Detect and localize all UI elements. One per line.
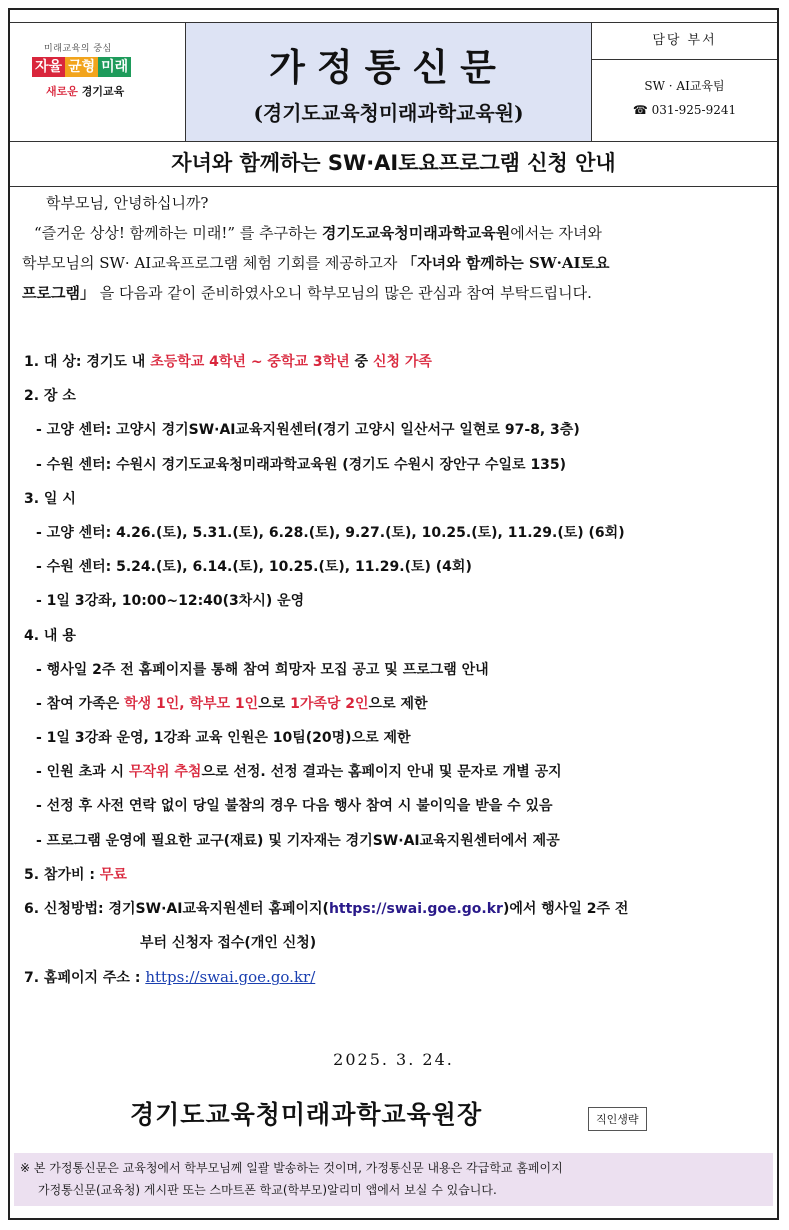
logo: [10, 23, 186, 141]
department-label: 담당 부서: [592, 23, 777, 60]
intro-text: 에서는 자녀와: [510, 224, 602, 242]
footer-line-1: ※ 본 가정통신문은 교육청에서 학부모님께 일괄 발송하는 것이며, 가정통신문 내용은 각급학교 홈페이지: [20, 1161, 563, 1175]
intro: [22, 188, 772, 308]
phone-number: 031-925-9241: [651, 103, 737, 117]
greeting: 학부모님, 안녕하십니까?: [46, 194, 209, 212]
item-homepage: [24, 960, 774, 994]
item-text: 7. 홈페이지 주소 :: [24, 970, 146, 987]
item-place-heading: 2. 장 소: [24, 388, 76, 405]
item-text: 중: [349, 354, 373, 370]
department-name: SW · AI교육팀: [644, 79, 725, 93]
phone-line: [592, 98, 777, 122]
header: [10, 22, 777, 142]
item-content-4: [24, 755, 774, 789]
department-box: [592, 23, 777, 141]
intro-line-1: [22, 218, 772, 248]
logo-bottom: [46, 83, 124, 99]
logo-word-2: 균형: [65, 57, 98, 77]
intro-bold: 「자녀와 함께하는 SW·AI토요: [402, 254, 610, 272]
item-text: )에서 행사일 2주 전: [502, 901, 629, 917]
item-content-6: - 프로그램 운영에 필요한 교구(재료) 및 기자재는 경기SW·AI교육지원센터에서 제공: [36, 832, 560, 849]
intro-text: 을 다음과 같이 준비하였사오니 학부모님의 많은 관심과 참여 부탁드립니다.: [94, 284, 592, 302]
logo-word-3: 미래: [98, 57, 131, 77]
item-content-2: [24, 687, 774, 721]
item-apply-cont: 부터 신청자 접수(개인 신청): [140, 935, 317, 952]
document-title: 가정통신문: [269, 45, 508, 89]
item-place-suwon: - 수원 센터: 수원시 경기도교육청미래과학교육원 (경기도 수원시 장안구 수일로 135): [36, 456, 567, 473]
item-highlight: 학생 1인, 학부모 1인: [124, 695, 259, 712]
item-content-1: - 행사일 2주 전 홈페이지를 통해 참여 희망자 모집 공고 및 프로그램 안내: [36, 661, 489, 678]
apply-link[interactable]: https://swai.goe.go.kr: [328, 901, 503, 917]
item-highlight: 무료: [99, 866, 127, 883]
item-time-goyang: - 고양 센터: 4.26.(토), 5.31.(토), 6.28.(토), 9.27.(토), 10.25.(토), 11.29.(토) (6회): [36, 524, 625, 541]
department-info: [592, 60, 777, 122]
intro-line-3: [22, 278, 772, 308]
stamp-omitted: 직인생략: [588, 1107, 647, 1131]
intro-bold: 경기도교육청미래과학교육원: [321, 224, 511, 242]
item-highlight: 1가족당 2인: [290, 695, 369, 712]
title-box: [186, 23, 592, 141]
item-text: 으로: [258, 695, 291, 712]
item-highlight: 초등학교 4학년 ~ 중학교 3학년: [150, 354, 350, 370]
logo-bottom-black: 경기교육: [81, 85, 125, 98]
footer-note: [14, 1153, 773, 1206]
signer: 경기도교육청미래과학교육원장: [130, 1100, 483, 1129]
document-subtitle: (경기도교육청미래과학교육원): [253, 101, 524, 125]
logo-word-1: 자율: [32, 57, 65, 77]
logo-tagline: 미래교육의 중심: [44, 44, 112, 54]
item-target: [24, 345, 774, 379]
homepage-link[interactable]: https://swai.goe.go.kr/: [145, 968, 316, 987]
logo-words: [32, 57, 131, 77]
item-text: 1. 대 상: 경기도 내: [24, 354, 151, 370]
intro-text: 학부모님의 SW· AI교육프로그램 체험 기회를 제공하고자: [22, 254, 403, 272]
document-page: [8, 8, 779, 1220]
intro-line-2: [22, 248, 772, 278]
item-content-heading: 4. 내 용: [24, 627, 76, 644]
intro-bold: 프로그램」: [22, 284, 95, 302]
item-content-3: - 1일 3강좌 운영, 1강좌 교육 인원은 10팀(20명)으로 제한: [36, 730, 411, 747]
logo-bottom-red: 새로운: [46, 85, 78, 98]
item-fee: [24, 858, 774, 892]
item-text: 으로 제한: [368, 695, 428, 712]
item-time-heading: 3. 일 시: [24, 490, 76, 507]
item-text: 으로 선정. 선정 결과는 홈페이지 안내 및 문자로 개별 공지: [201, 764, 562, 781]
item-text: - 인원 초과 시: [36, 764, 129, 781]
item-highlight: 신청 가족: [372, 354, 432, 370]
intro-text: “즐거운 상상! 함께하는 미래!” 를 추구하는: [34, 224, 322, 242]
item-time-suwon: - 수원 센터: 5.24.(토), 6.14.(토), 10.25.(토), 11.29.(토) (4회): [36, 559, 472, 576]
notice-title: 자녀와 함께하는 SW·AI토요프로그램 신청 안내: [10, 140, 777, 187]
item-text: - 참여 가족은: [36, 695, 125, 712]
item-highlight: 무작위 추첨: [128, 764, 202, 781]
item-time-daily: - 1일 3강좌, 10:00~12:40(3차시) 운영: [36, 593, 305, 610]
phone-icon: ☎: [632, 103, 648, 117]
item-place-goyang: - 고양 센터: 고양시 경기SW·AI교육지원센터(경기 고양시 일산서구 일현로 97-8, 3층): [36, 422, 580, 439]
issue-date: 2025. 3. 24.: [333, 1050, 454, 1069]
item-content-5: - 선정 후 사전 연락 없이 당일 불참의 경우 다음 행사 참여 시 불이익을 받을 수 있음: [36, 798, 553, 815]
item-text: 5. 참가비 :: [24, 866, 100, 883]
item-list: [24, 345, 774, 995]
footer-line-2: 가정통신문(교육청) 게시판 또는 스마트폰 학교(학부모)알리미 앱에서 보실 수 있습니다.: [38, 1183, 497, 1197]
item-text: 6. 신청방법: 경기SW·AI교육지원센터 홈페이지(: [24, 901, 329, 917]
item-apply: [24, 892, 774, 926]
